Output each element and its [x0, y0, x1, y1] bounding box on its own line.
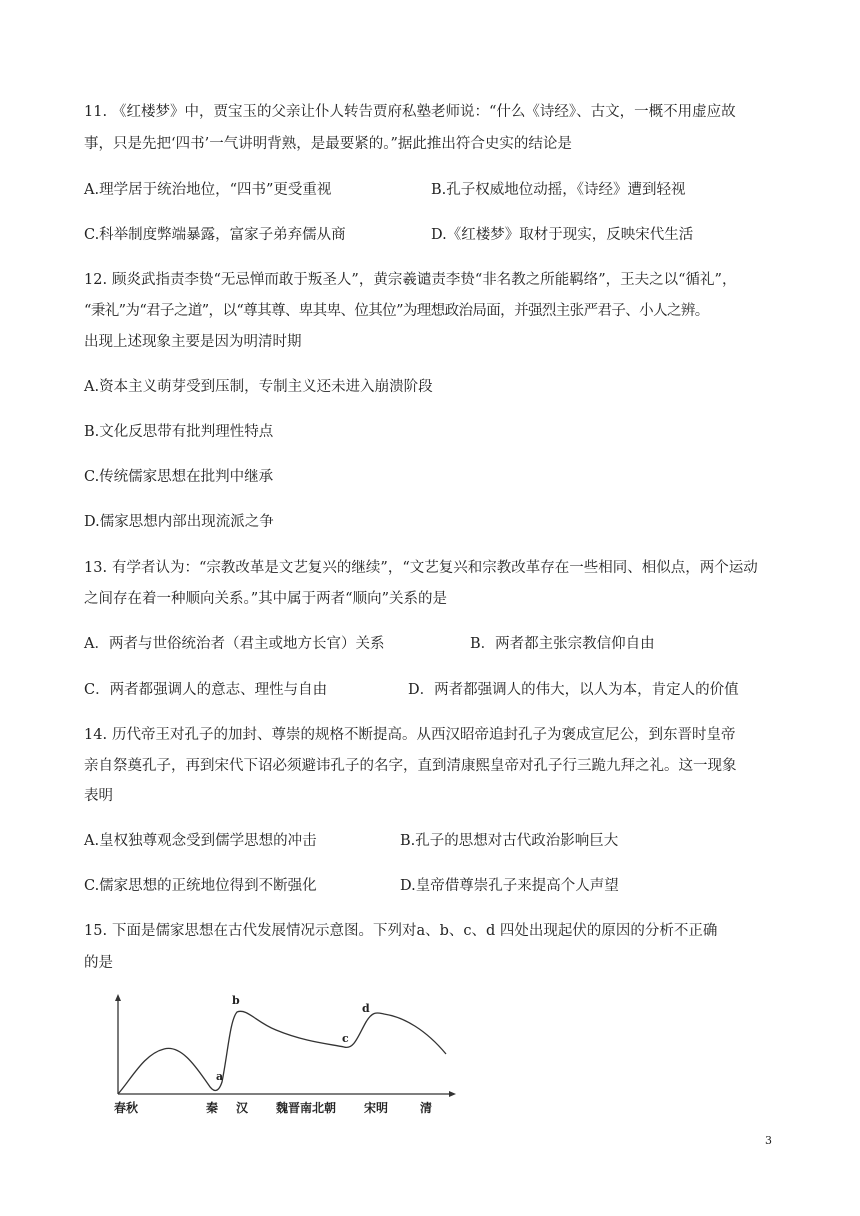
q13-line1: [84, 558, 758, 578]
q15-text-1: 下面是儒家思想在古代发展情况示意图。下列对a、b、c、d 四处出现起伏的原因的分析不正确: [112, 923, 718, 939]
point-label-b: b: [232, 994, 240, 1007]
q12-number: 12.: [84, 272, 108, 288]
axis-label-chunqiu: 春秋: [114, 1101, 139, 1115]
q12-line3: 出现上述现象主要是因为明清时期: [84, 334, 302, 350]
q14-line2: 亲自祭奠孔子，再到宋代下诏必须避讳孔子的名字，直到清康熙皇帝对孔子行三跪九拜之礼。这一现象: [84, 758, 737, 774]
q12-option-b: B.文化反思带有批判理性特点: [84, 424, 274, 440]
q11-option-d: D.《红楼梦》取材于现实，反映宋代生活: [431, 227, 694, 243]
q15-line2: 的是: [84, 955, 113, 971]
point-label-d: d: [362, 1002, 370, 1015]
q14-number: 14.: [84, 727, 108, 743]
axis-label-han: 汉: [236, 1101, 249, 1115]
q15-line1: [84, 921, 717, 941]
q13-number: 13.: [84, 560, 108, 576]
q12-line1: [84, 270, 736, 290]
q14-option-d: D.皇帝借尊崇孔子来提高个人声望: [400, 878, 619, 894]
q14-option-c: C.儒家思想的正统地位得到不断强化: [84, 878, 317, 894]
q14-text-1: 历代帝王对孔子的加封、尊崇的规格不断提高。从西汉昭帝追封孔子为褒成宣尼公，到东晋时皇帝: [112, 727, 736, 743]
q11-line1: [84, 102, 736, 122]
q11-option-c: C.科举制度弊端暴露，富家子弟弃儒从商: [84, 227, 346, 243]
q14-line3: 表明: [84, 788, 113, 804]
diagram-axes: [115, 994, 456, 1097]
q13-option-d: D．两者都强调人的伟大，以人为本，肯定人的价值: [408, 682, 739, 698]
q14-option-b: B.孔子的思想对古代政治影响巨大: [400, 833, 619, 849]
q11-option-a: A.理学居于统治地位，“四书”更受重视: [84, 182, 332, 198]
development-curve: [118, 1011, 446, 1094]
q13-option-b: B．两者都主张宗教信仰自由: [470, 636, 655, 652]
q14-line1: [84, 725, 736, 745]
y-axis-arrow: [115, 994, 121, 1001]
axis-label-qing: 清: [420, 1101, 433, 1115]
q14-option-a: A.皇权独尊观念受到儒学思想的冲击: [84, 833, 317, 849]
q12-line2: “秉礼”为“君子之道”，以“尊其尊、卑其卑、位其位”为理想政治局面，并强烈主张严君子、小人之辨。: [84, 303, 709, 319]
q13-option-a: A．两者与世俗统治者（君主或地方长官）关系: [84, 636, 385, 652]
q13-option-c: C．两者都强调人的意志、理性与自由: [84, 682, 328, 698]
q13-line2: 之间存在着一种顺向关系。”其中属于两者“顺向”关系的是: [84, 591, 447, 607]
page-number: 3: [765, 1134, 772, 1147]
q11-option-b: B.孔子权威地位动摇，《诗经》遭到轻视: [431, 182, 686, 198]
x-axis-arrow: [449, 1091, 456, 1097]
q15-number: 15.: [84, 923, 108, 939]
q13-text-1: 有学者认为：“宗教改革是文艺复兴的继续”，“文艺复兴和宗教改革存在一些相同、相似点，两个运动: [112, 560, 758, 576]
axis-label-weijin: 魏晋南北朝: [276, 1101, 337, 1115]
axis-label-qin: 秦: [206, 1101, 219, 1115]
q11-text-1: 《红楼梦》中，贾宝玉的父亲让仆人转告贾府私塾老师说：“什么《诗经》、古文，一概不用虚应故: [112, 104, 736, 120]
q11-number: 11.: [84, 104, 108, 120]
q12-option-c: C.传统儒家思想在批判中继承: [84, 469, 274, 485]
q12-text-1: 顾炎武指责李贽“无忌惮而敢于叛圣人”，黄宗羲谴责李贽“非名教之所能羁络”，王夫之以“循礼”，: [112, 272, 737, 288]
q12-option-d: D.儒家思想内部出现流派之争: [84, 514, 274, 530]
confucianism-development-diagram: [100, 992, 460, 1122]
q11-line2: 事，只是先把‘四书’一气讲明背熟，是最要紧的。”据此推出符合史实的结论是: [84, 136, 572, 152]
q12-option-a: A.资本主义萌芽受到压制，专制主义还未进入崩溃阶段: [84, 379, 433, 395]
axis-label-songming: 宋明: [364, 1101, 389, 1115]
point-label-a: a: [216, 1070, 224, 1083]
point-label-c: c: [342, 1032, 349, 1045]
